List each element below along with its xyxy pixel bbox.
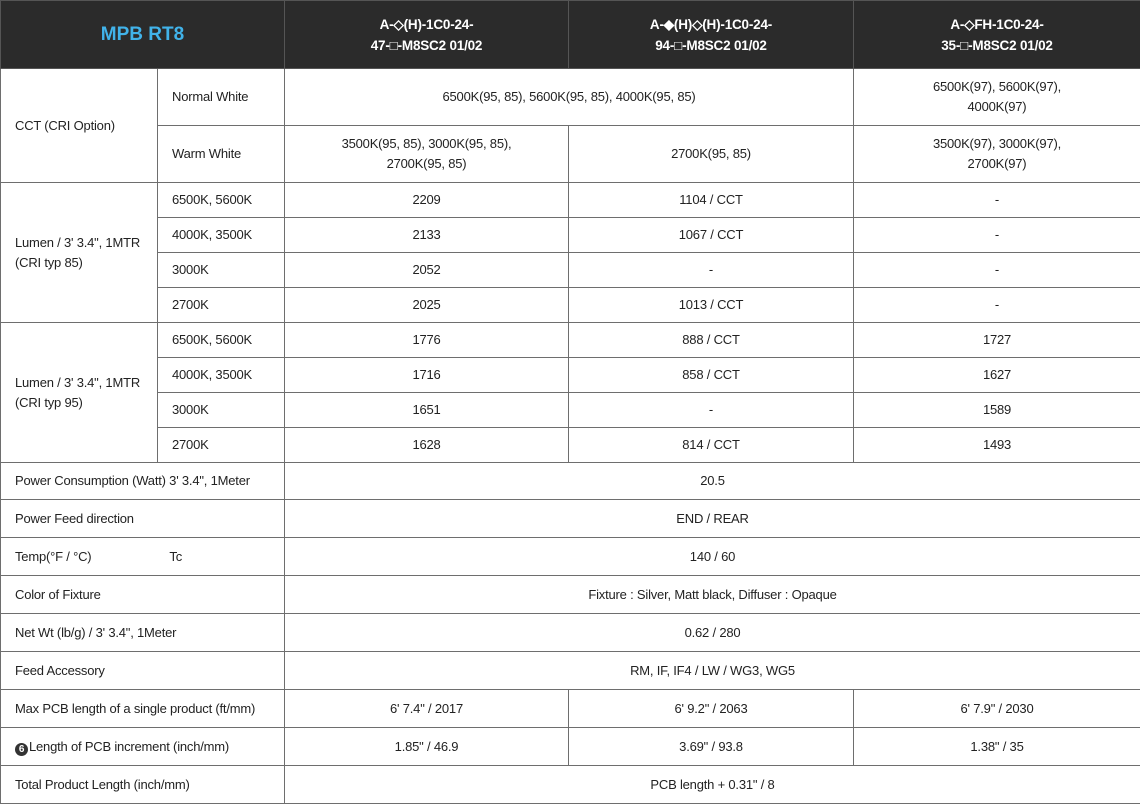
pcb-increment-label: Length of PCB increment (inch/mm) <box>29 738 230 754</box>
cct-warm-col1 <box>285 126 569 183</box>
pcb-increment-row <box>1 728 1140 766</box>
cct-warm-label: Warm White <box>158 126 285 183</box>
max-pcb-label: Max PCB length of a single product (ft/mm) <box>1 690 285 728</box>
total-length-label: Total Product Length (inch/mm) <box>1 766 285 804</box>
lumen95-row <box>1 428 1140 463</box>
lumen95-c3: 1589 <box>854 393 1140 428</box>
cct-warm-col2: 2700K(95, 85) <box>569 126 854 183</box>
temp-value: 140 / 60 <box>285 538 1140 576</box>
max-pcb-c1: 6' 7.4" / 2017 <box>285 690 569 728</box>
brand-title: MPB RT8 <box>1 1 285 69</box>
model-col-2 <box>569 1 854 69</box>
model-col-1-line2: 47-□-M8SC2 01/02 <box>370 37 483 53</box>
temp-label-cell <box>1 538 285 576</box>
model-col-3-line1: A-◇FH-1C0-24- <box>950 16 1044 32</box>
model-col-1-line1: A-◇(H)-1C0-24- <box>379 16 474 32</box>
lumen95-label <box>1 323 158 463</box>
power-row <box>1 463 1140 500</box>
pcb-increment-c1: 1.85" / 46.9 <box>285 728 569 766</box>
net-weight-value: 0.62 / 280 <box>285 614 1140 652</box>
power-value: 20.5 <box>285 463 1140 500</box>
cct-normal-col3 <box>854 69 1140 126</box>
lumen95-label-line1: Lumen / 3' 3.4", 1MTR <box>15 374 141 390</box>
lumen95-row <box>1 358 1140 393</box>
lumen95-cct: 3000K <box>158 393 285 428</box>
feed-direction-value: END / REAR <box>285 500 1140 538</box>
lumen95-cct: 4000K, 3500K <box>158 358 285 393</box>
feed-accessory-label: Feed Accessory <box>1 652 285 690</box>
cct-warm-col1-line2: 2700K(95, 85) <box>386 156 467 171</box>
model-col-3-line2: 35-□-M8SC2 01/02 <box>941 37 1053 53</box>
lumen95-cct: 6500K, 5600K <box>158 323 285 358</box>
total-length-value: PCB length + 0.31" / 8 <box>285 766 1140 804</box>
lumen85-c3: - <box>854 288 1140 323</box>
lumen85-c3: - <box>854 253 1140 288</box>
feed-accessory-value: RM, IF, IF4 / LW / WG3, WG5 <box>285 652 1140 690</box>
lumen95-c1: 1628 <box>285 428 569 463</box>
lumen85-c1: 2025 <box>285 288 569 323</box>
max-pcb-c3: 6' 7.9" / 2030 <box>854 690 1140 728</box>
color-row <box>1 576 1140 614</box>
lumen95-c2: 888 / CCT <box>569 323 854 358</box>
model-col-1 <box>285 1 569 69</box>
temp-sub-label: Tc <box>169 548 183 564</box>
lumen85-c2: 1067 / CCT <box>569 218 854 253</box>
total-length-row <box>1 766 1140 804</box>
feed-direction-row <box>1 500 1140 538</box>
lumen95-c1: 1776 <box>285 323 569 358</box>
feed-direction-label: Power Feed direction <box>1 500 285 538</box>
lumen85-cct: 6500K, 5600K <box>158 183 285 218</box>
power-label: Power Consumption (Watt) 3' 3.4", 1Meter <box>1 463 285 500</box>
model-col-2-line2: 94-□-M8SC2 01/02 <box>655 37 767 53</box>
lumen95-c1: 1716 <box>285 358 569 393</box>
lumen85-row <box>1 288 1140 323</box>
lumen85-cct: 3000K <box>158 253 285 288</box>
lumen85-cct: 2700K <box>158 288 285 323</box>
cct-normal-col3-line2: 4000K(97) <box>967 99 1027 114</box>
pcb-increment-c2: 3.69" / 93.8 <box>569 728 854 766</box>
lumen85-row <box>1 253 1140 288</box>
lumen95-c3: 1627 <box>854 358 1140 393</box>
cct-normal-col3-line1: 6500K(97), 5600K(97), <box>932 79 1062 94</box>
temp-label: Temp(°F / °C) <box>15 548 92 564</box>
cct-warm-col3 <box>854 126 1140 183</box>
lumen95-label-line2: (CRI typ 95) <box>15 394 83 410</box>
lumen85-c2: 1013 / CCT <box>569 288 854 323</box>
max-pcb-row <box>1 690 1140 728</box>
cct-warm-col1-line1: 3500K(95, 85), 3000K(95, 85), <box>341 136 512 151</box>
max-pcb-c2: 6' 9.2" / 2063 <box>569 690 854 728</box>
number-six-bullet-icon: 6 <box>15 743 28 756</box>
temp-row <box>1 538 1140 576</box>
lumen95-row <box>1 323 1140 358</box>
model-col-3 <box>854 1 1140 69</box>
cct-normal-row <box>1 69 1140 126</box>
model-col-2-line1: A-◆(H)◇(H)-1C0-24- <box>649 16 773 32</box>
lumen95-cct: 2700K <box>158 428 285 463</box>
lumen85-c3: - <box>854 183 1140 218</box>
net-weight-row <box>1 614 1140 652</box>
cct-normal-label: Normal White <box>158 69 285 126</box>
lumen95-row <box>1 393 1140 428</box>
lumen85-label-line1: Lumen / 3' 3.4", 1MTR <box>15 234 141 250</box>
lumen95-c3: 1493 <box>854 428 1140 463</box>
cct-warm-row <box>1 126 1140 183</box>
lumen85-c2: 1104 / CCT <box>569 183 854 218</box>
color-value: Fixture : Silver, Matt black, Diffuser : Opaque <box>285 576 1140 614</box>
pcb-increment-label-cell <box>1 728 285 766</box>
lumen85-row <box>1 218 1140 253</box>
color-label: Color of Fixture <box>1 576 285 614</box>
lumen95-c2: - <box>569 393 854 428</box>
cct-label: CCT (CRI Option) <box>1 69 158 183</box>
lumen85-c3: - <box>854 218 1140 253</box>
cct-normal-col12: 6500K(95, 85), 5600K(95, 85), 4000K(95, 85) <box>285 69 854 126</box>
lumen95-c1: 1651 <box>285 393 569 428</box>
cct-warm-col3-line2: 2700K(97) <box>967 156 1027 171</box>
lumen85-cct: 4000K, 3500K <box>158 218 285 253</box>
lumen85-row <box>1 183 1140 218</box>
lumen85-label <box>1 183 158 323</box>
lumen95-c2: 858 / CCT <box>569 358 854 393</box>
lumen85-c2: - <box>569 253 854 288</box>
lumen85-c1: 2209 <box>285 183 569 218</box>
lumen85-label-line2: (CRI typ 85) <box>15 254 83 270</box>
pcb-increment-c3: 1.38" / 35 <box>854 728 1140 766</box>
header-row <box>1 1 1140 69</box>
feed-accessory-row <box>1 652 1140 690</box>
lumen95-c3: 1727 <box>854 323 1140 358</box>
net-weight-label: Net Wt (lb/g) / 3' 3.4", 1Meter <box>1 614 285 652</box>
cct-warm-col3-line1: 3500K(97), 3000K(97), <box>932 136 1062 151</box>
lumen95-c2: 814 / CCT <box>569 428 854 463</box>
lumen85-c1: 2052 <box>285 253 569 288</box>
lumen85-c1: 2133 <box>285 218 569 253</box>
